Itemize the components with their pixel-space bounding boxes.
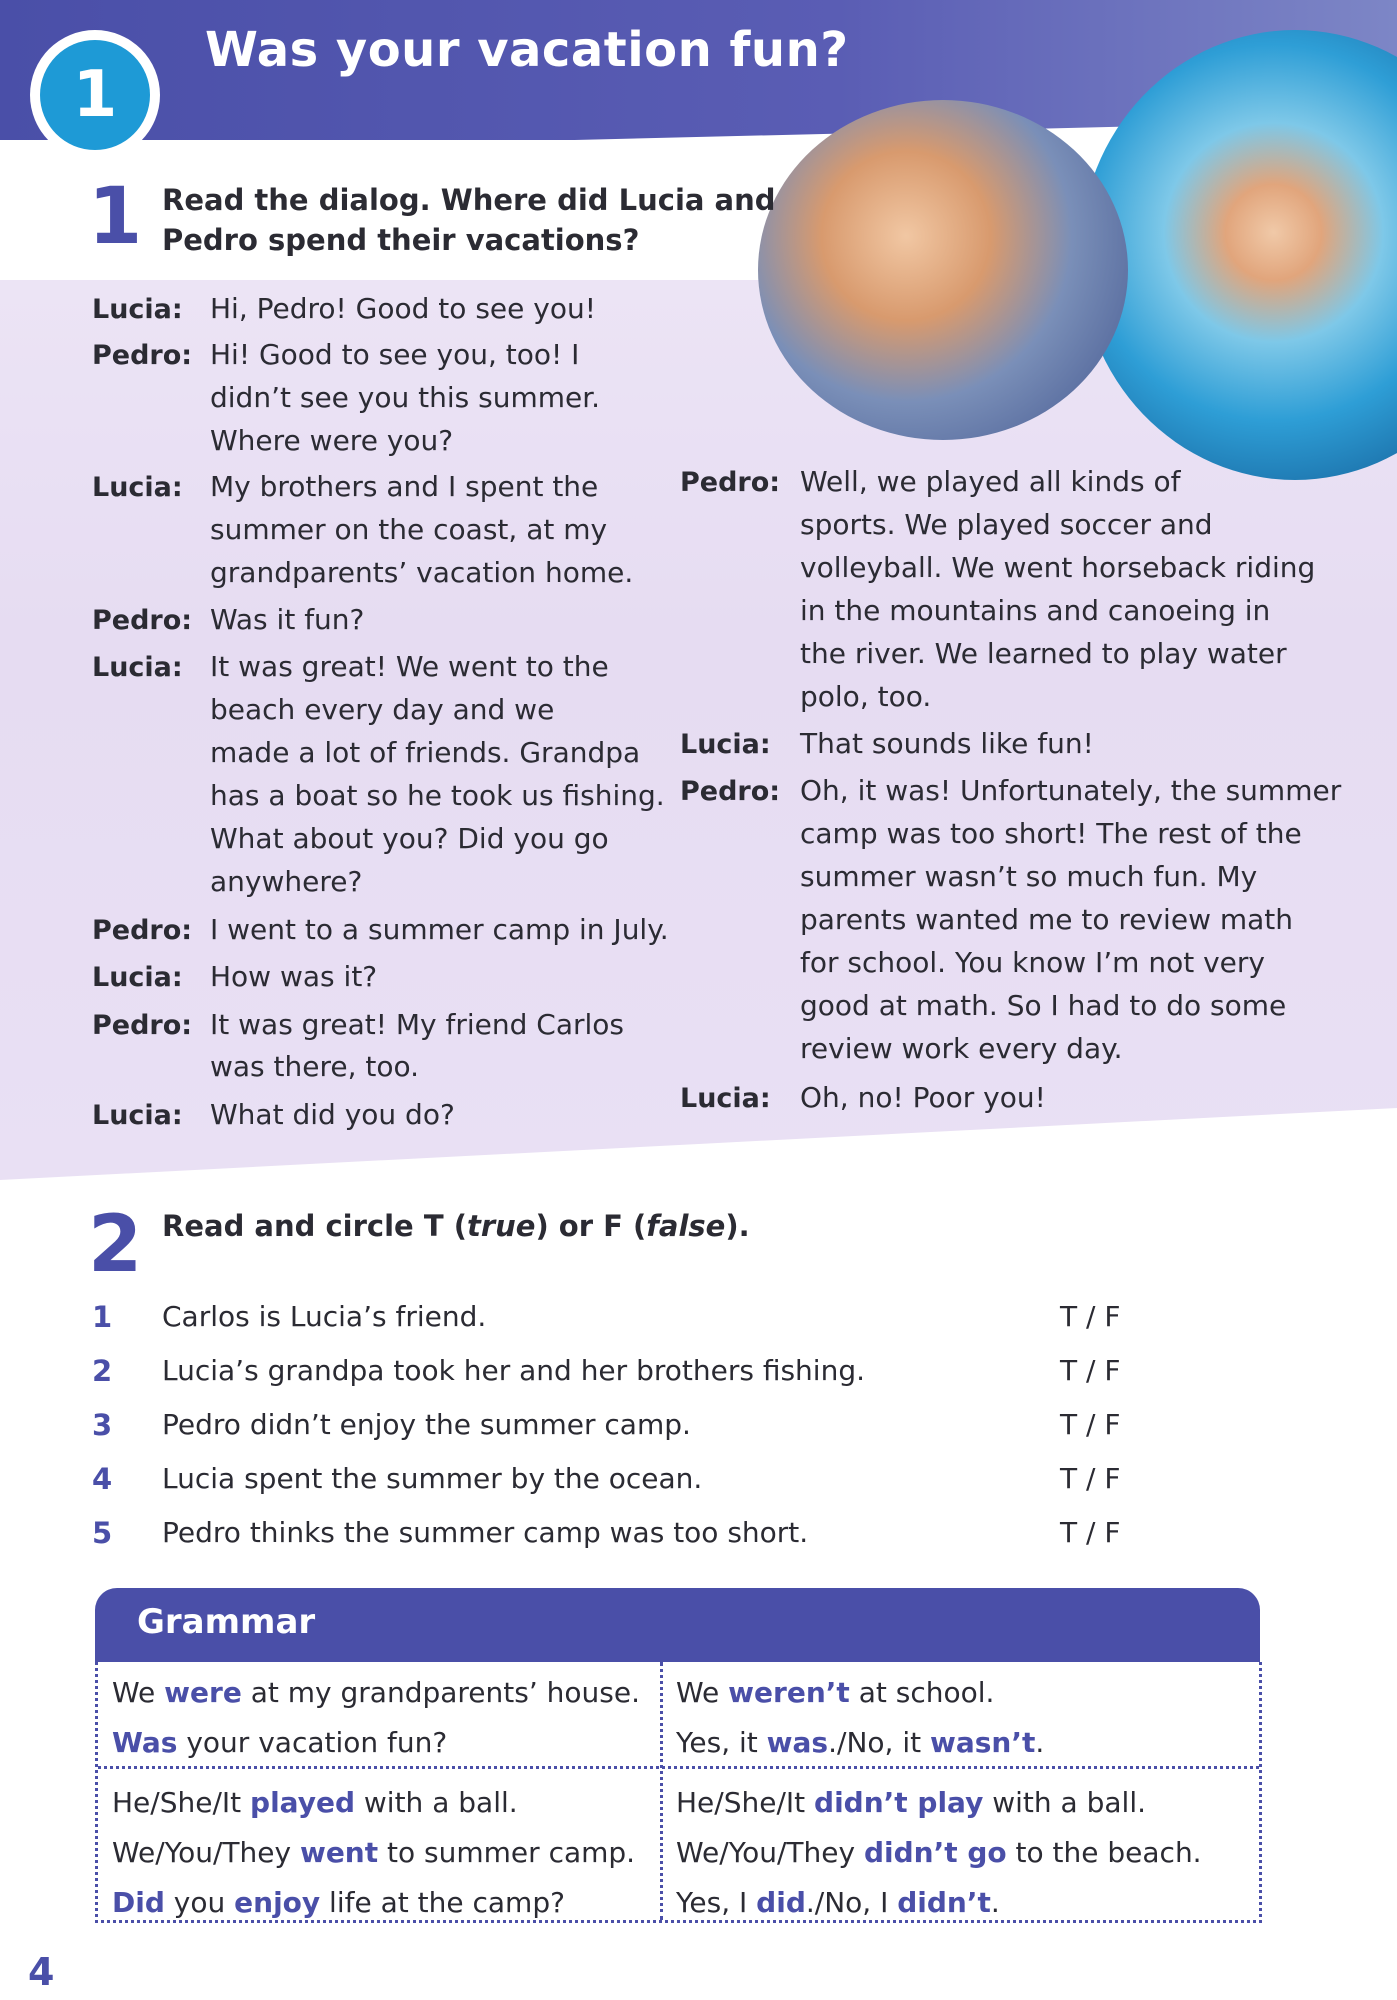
exercise-2-number: 2: [88, 1200, 143, 1290]
dialog-line: didn’t see you this summer.: [210, 381, 601, 414]
dialog-line: polo, too.: [800, 680, 932, 713]
grammar-example: Did you enjoy life at the camp?: [112, 1886, 565, 1919]
speaker-name: Lucia:: [92, 1100, 183, 1131]
speaker-name: Lucia:: [92, 962, 183, 993]
dialog-line: Oh, it was! Unfortunately, the summer: [800, 774, 1342, 807]
speaker-name: Lucia:: [92, 472, 183, 503]
item-statement: Lucia spent the summer by the ocean.: [162, 1462, 703, 1495]
speaker-name: Pedro:: [92, 915, 193, 946]
grammar-row-divider: [98, 1766, 1259, 1769]
true-false-option[interactable]: T / F: [1060, 1354, 1121, 1387]
true-false-option[interactable]: T / F: [1060, 1300, 1121, 1333]
dialog-line: good at math. So I had to do some: [800, 989, 1287, 1022]
dialog-line: has a boat so he took us fishing.: [210, 779, 665, 812]
dialog-line: Was it fun?: [210, 603, 365, 636]
dialog-line: parents wanted me to review math: [800, 903, 1294, 936]
photo-boy-canoeing: [758, 100, 1128, 440]
speaker-name: Lucia:: [92, 294, 183, 325]
dialog-line: Oh, no! Poor you!: [800, 1081, 1046, 1114]
grammar-example: We/You/They didn’t go to the beach.: [676, 1836, 1202, 1869]
dialog-line: anywhere?: [210, 865, 363, 898]
dialog-line: was there, too.: [210, 1050, 420, 1083]
speaker-name: Pedro:: [92, 1010, 193, 1041]
dialog-line: beach every day and we: [210, 693, 555, 726]
grammar-example: Was your vacation fun?: [112, 1726, 448, 1759]
speaker-name: Pedro:: [680, 467, 781, 498]
grammar-box: [95, 1588, 1260, 1924]
page-number: 4: [28, 1950, 55, 1994]
dialog-line: I went to a summer camp in July.: [210, 913, 669, 946]
grammar-example: We were at my grandparents’ house.: [112, 1676, 640, 1709]
item-number: 3: [92, 1408, 113, 1442]
item-number: 4: [92, 1462, 113, 1496]
dialog-line: summer on the coast, at my: [210, 513, 608, 546]
exercise-2-instruction: Read and circle T (true) or F (false).: [162, 1209, 750, 1243]
true-false-option[interactable]: T / F: [1060, 1462, 1121, 1495]
grammar-example: He/She/It played with a ball.: [112, 1786, 518, 1819]
item-number: 5: [92, 1516, 113, 1550]
item-number: 1: [92, 1300, 113, 1334]
dialog-line: volleyball. We went horseback riding: [800, 551, 1316, 584]
dialog-line: sports. We played soccer and: [800, 508, 1213, 541]
dialog-line: review work every day.: [800, 1032, 1123, 1065]
item-statement: Pedro thinks the summer camp was too short.: [162, 1516, 809, 1549]
speaker-name: Pedro:: [680, 776, 781, 807]
grammar-example: He/She/It didn’t play with a ball.: [676, 1786, 1146, 1819]
item-number: 2: [92, 1354, 113, 1388]
dialog-line: Where were you?: [210, 424, 454, 457]
dialog-line: Well, we played all kinds of: [800, 465, 1181, 498]
grammar-title: Grammar: [137, 1602, 316, 1642]
grammar-header: [95, 1588, 1260, 1662]
item-statement: Carlos is Lucia’s friend.: [162, 1300, 487, 1333]
grammar-example: We weren’t at school.: [676, 1676, 995, 1709]
speaker-name: Lucia:: [680, 1083, 771, 1114]
speaker-name: Pedro:: [92, 340, 193, 371]
dialog-line: How was it?: [210, 960, 378, 993]
dialog-line: camp was too short! The rest of the: [800, 817, 1302, 850]
exercise-1-instruction-line1: Read the dialog. Where did Lucia and: [162, 183, 776, 217]
dialog-line: the river. We learned to play water: [800, 637, 1287, 670]
item-statement: Pedro didn’t enjoy the summer camp.: [162, 1408, 691, 1441]
dialog-line: for school. You know I’m not very: [800, 946, 1265, 979]
dialog-line: grandparents’ vacation home.: [210, 556, 634, 589]
item-statement: Lucia’s grandpa took her and her brothers fishing.: [162, 1354, 865, 1387]
dialog-line: What did you do?: [210, 1098, 455, 1131]
dialog-line: It was great! We went to the: [210, 650, 609, 683]
dialog-line: That sounds like fun!: [800, 727, 1094, 760]
dialog-line: It was great! My friend Carlos: [210, 1008, 624, 1041]
speaker-name: Lucia:: [680, 729, 771, 760]
dialog-line: summer wasn’t so much fun. My: [800, 860, 1258, 893]
true-false-option[interactable]: T / F: [1060, 1408, 1121, 1441]
dialog-line: What about you? Did you go: [210, 822, 609, 855]
exercise-1-number: 1: [88, 172, 143, 262]
grammar-column-divider: [660, 1662, 663, 1920]
dialog-line: made a lot of friends. Grandpa: [210, 736, 641, 769]
true-false-option[interactable]: T / F: [1060, 1516, 1121, 1549]
grammar-example: Yes, it was./No, it wasn’t.: [676, 1726, 1045, 1759]
dialog-line: Hi! Good to see you, too! I: [210, 338, 580, 371]
dialog-line: My brothers and I spent the: [210, 470, 599, 503]
grammar-example: We/You/They went to summer camp.: [112, 1836, 636, 1869]
speaker-name: Pedro:: [92, 605, 193, 636]
speaker-name: Lucia:: [92, 652, 183, 683]
page-title: Was your vacation fun?: [205, 22, 849, 78]
exercise-1-instruction-line2: Pedro spend their vacations?: [162, 223, 640, 257]
dialog-line: in the mountains and canoeing in: [800, 594, 1271, 627]
grammar-example: Yes, I did./No, I didn’t.: [676, 1886, 1000, 1919]
unit-number: 1: [40, 40, 150, 150]
grammar-table: [95, 1662, 1262, 1923]
dialog-line: Hi, Pedro! Good to see you!: [210, 292, 596, 325]
